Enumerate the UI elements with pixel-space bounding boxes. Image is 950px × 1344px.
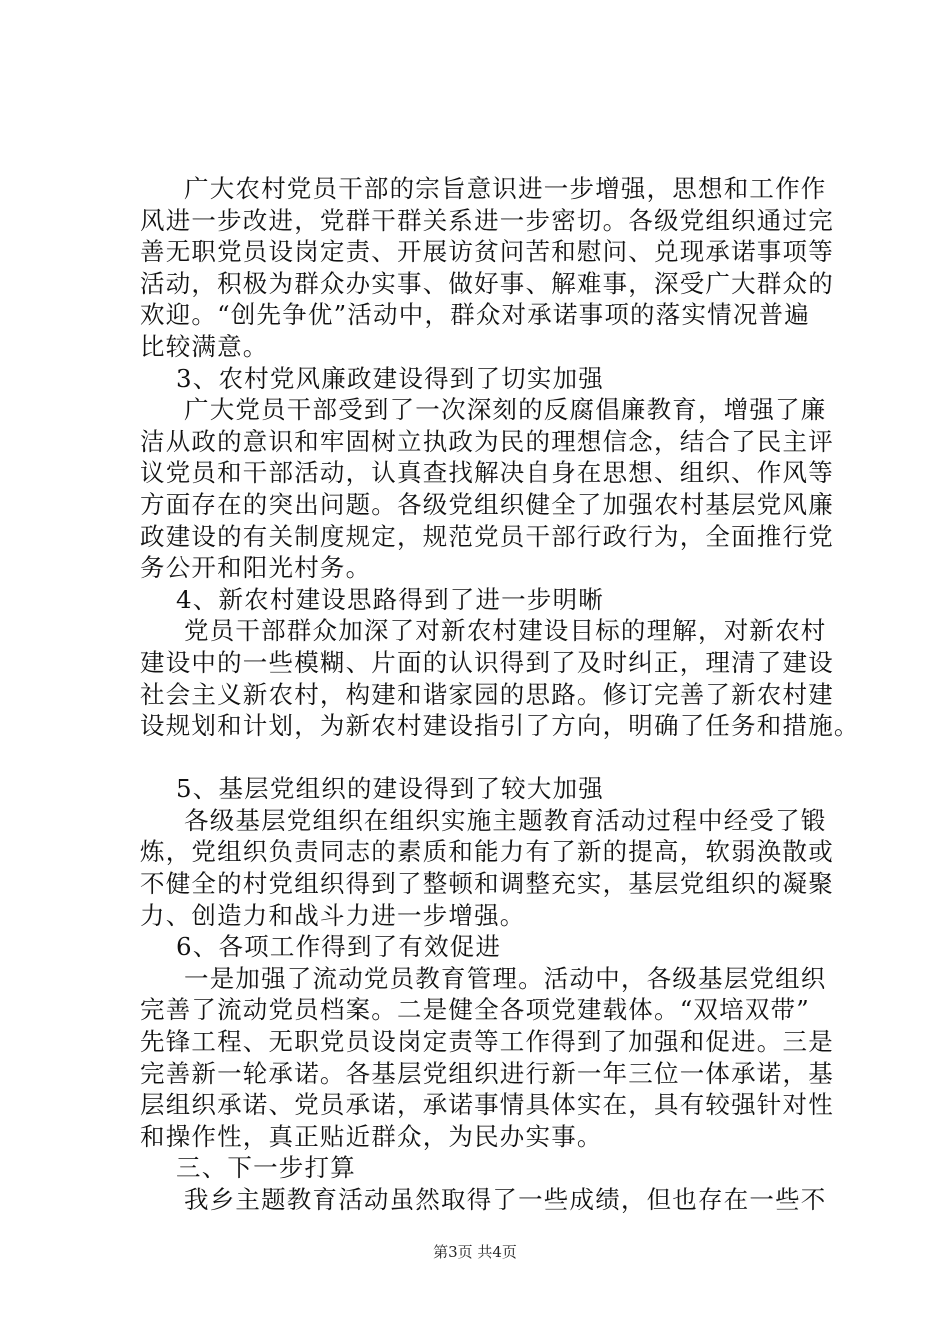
paragraph-line: 活动，积极为群众办实事、做好事、解难事，深受广大群众的: [140, 268, 834, 298]
paragraph-line: 完善新一轮承诺。各基层党组织进行新一年三位一体承诺，基: [140, 1058, 834, 1088]
page-number-footer: 第3页 共4页: [433, 1243, 517, 1261]
paragraph-line: 炼，党组织负责同志的素质和能力有了新的提高，软弱涣散或: [140, 837, 834, 867]
section-heading: 6、各项工作得到了有效促进: [176, 932, 502, 962]
paragraph-line: 设规划和计划，为新农村建设指引了方向，明确了任务和措施。: [140, 711, 860, 741]
paragraph-line: 风进一步改进，党群干群关系进一步密切。各级党组织通过完: [140, 205, 834, 235]
paragraph-line: 和操作性，真正贴近群众，为民办实事。: [140, 1121, 603, 1151]
paragraph-line: 比较满意。: [140, 331, 269, 361]
paragraph-line: 不健全的村党组织得到了整顿和调整充实，基层党组织的凝聚: [140, 869, 834, 899]
paragraph-line: 党员干部群众加深了对新农村建设目标的理解，对新农村: [184, 616, 827, 646]
paragraph-line: 完善了流动党员档案。二是健全各项党建载体。“双培双带”: [140, 995, 810, 1025]
paragraph-line: 社会主义新农村，构建和谐家园的思路。修订完善了新农村建: [140, 679, 834, 709]
section-heading: 4、新农村建设思路得到了进一步明晰: [176, 584, 604, 614]
document-body: [140, 173, 860, 1216]
paragraph-line: 各级基层党组织在组织实施主题教育活动过程中经受了锻: [184, 805, 827, 835]
paragraph-gap: [140, 742, 830, 774]
paragraph-line: 一是加强了流动党员教育管理。活动中，各级基层党组织: [184, 963, 827, 993]
section-heading: 5、基层党组织的建设得到了较大加强: [176, 774, 604, 804]
paragraph-line: 我乡主题教育活动虽然取得了一些成绩，但也存在一些不: [184, 1185, 827, 1214]
paragraph-line: 欢迎。“创先争优”活动中，群众对承诺事项的落实情况普遍: [140, 300, 810, 330]
paragraph-line: 层组织承诺、党员承诺，承诺事情具体实在，具有较强针对性: [140, 1090, 834, 1120]
paragraph-line: 建设中的一些模糊、片面的认识得到了及时纠正，理清了建设: [140, 647, 834, 677]
section-heading: 三、下一步打算: [176, 1153, 356, 1183]
section-heading: 3、农村党风廉政建设得到了切实加强: [176, 363, 604, 393]
paragraph-line: 力、创造力和战斗力进一步增强。: [140, 900, 526, 930]
paragraph-line: 善无职党员设岗定责、开展访贫问苦和慰问、兑现承诺事项等: [140, 237, 834, 267]
paragraph-line: 广大农村党员干部的宗旨意识进一步增强，思想和工作作: [184, 174, 827, 203]
paragraph-line: 方面存在的突出问题。各级党组织健全了加强农村基层党风廉: [140, 489, 834, 519]
paragraph-line: 洁从政的意识和牢固树立执政为民的理想信念，结合了民主评: [140, 426, 834, 456]
paragraph-line: 议党员和干部活动，认真查找解决自身在思想、组织、作风等: [140, 458, 834, 488]
paragraph-line: 广大党员干部受到了一次深刻的反腐倡廉教育，增强了廉: [184, 395, 827, 425]
paragraph-line: 政建设的有关制度规定，规范党员干部行政行为，全面推行党: [140, 521, 834, 551]
paragraph-line: 先锋工程、无职党员设岗定责等工作得到了加强和促进。三是: [140, 1027, 834, 1057]
paragraph-line: 务公开和阳光村务。: [140, 553, 372, 583]
